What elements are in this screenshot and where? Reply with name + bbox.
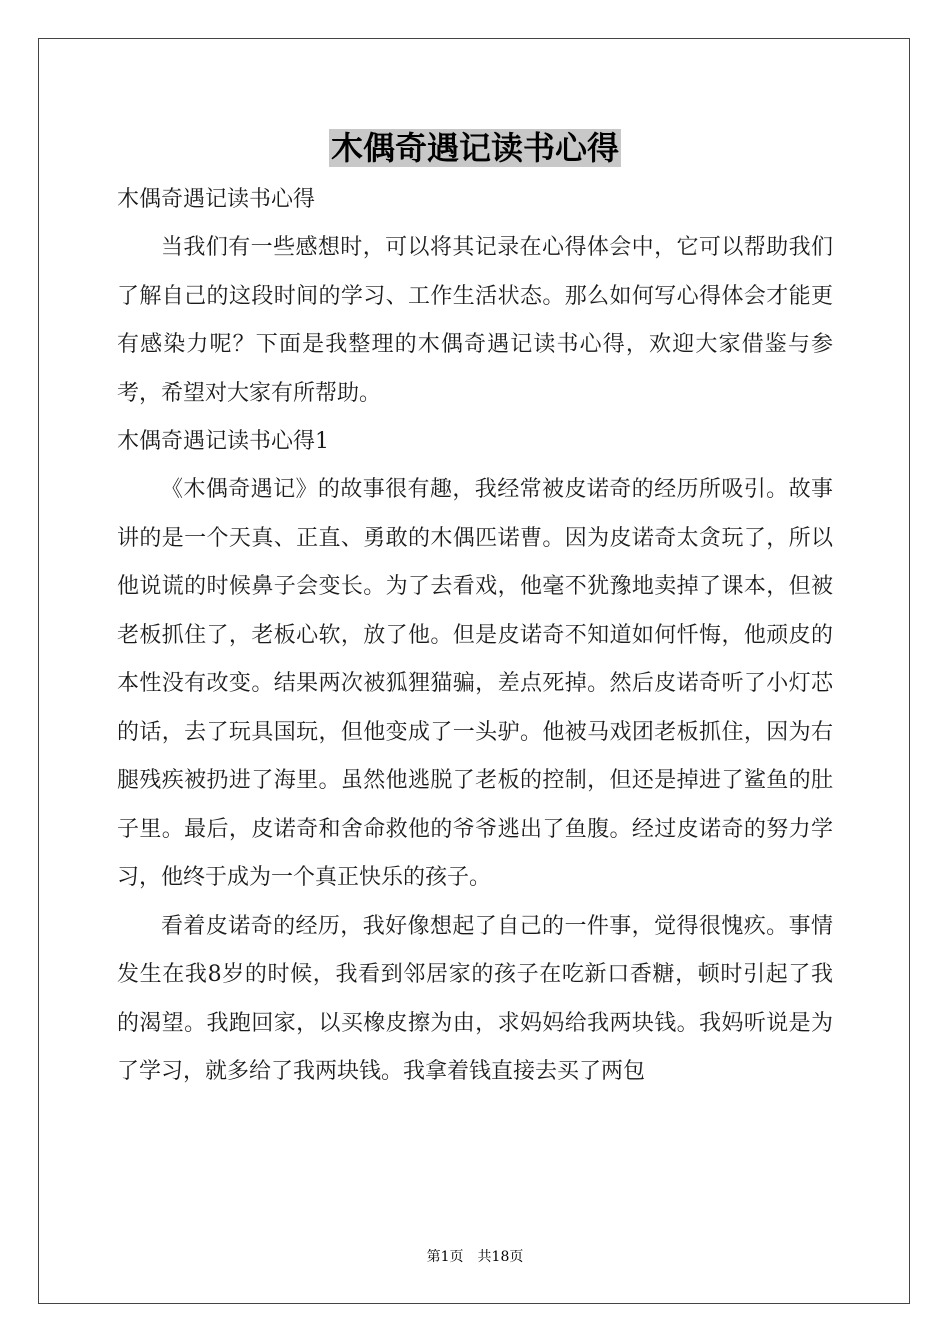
document-body: [117, 176, 833, 1097]
page-footer: 第1页 共18页: [426, 1249, 524, 1265]
intro-paragraph: 当我们有一些感想时，可以将其记录在心得体会中，它可以帮助我们了解自己的这段时间的学习、工作生活状态。那么如何写心得体会才能更有感染力呢？下面是我整理的木偶奇遇记读书心得，欢迎大家借鉴与参考，希望对大家有所帮助。: [117, 235, 833, 406]
document-title: [0, 126, 950, 170]
paragraph-1: 《木偶奇遇记》的故事很有趣，我经常被皮诺奇的经历所吸引。故事讲的是一个天真、正直、勇敢的木偶匹诺曹。因为皮诺奇太贪玩了，所以他说谎的时候鼻子会变长。为了去看戏，他毫不犹豫地卖掉了课本，但被老板抓住了，老板心软，放了他。但是皮诺奇不知道如何忏悔，他顽皮的本性没有改变。结果两次被狐狸猫骗，差点死掉。然后皮诺奇听了小灯芯的话，去了玩具国玩，但他变成了一头驴。他被马戏团老板抓住，因为右腿残疾被扔进了海里。虽然他逃脱了老板的控制，但还是掉进了鲨鱼的肚子里。最后，皮诺奇和舍命救他的爷爷逃出了鱼腹。经过皮诺奇的努力学习，他终于成为一个真正快乐的孩子。: [117, 477, 833, 890]
section-heading-1: 木偶奇遇记读书心得1: [117, 429, 329, 454]
subtitle: 木偶奇遇记读书心得: [117, 187, 316, 212]
title-text: 木偶奇遇记读书心得: [330, 129, 619, 167]
paragraph-2: 看着皮诺奇的经历，我好像想起了自己的一件事，觉得很愧疚。事情发生在我8岁的时候，我看到邻居家的孩子在吃新口香糖，顿时引起了我的渴望。我跑回家，以买橡皮擦为由，求妈妈给我两块钱。我妈听说是为了学习，就多给了我两块钱。我拿着钱直接去买了两包: [117, 913, 833, 1084]
